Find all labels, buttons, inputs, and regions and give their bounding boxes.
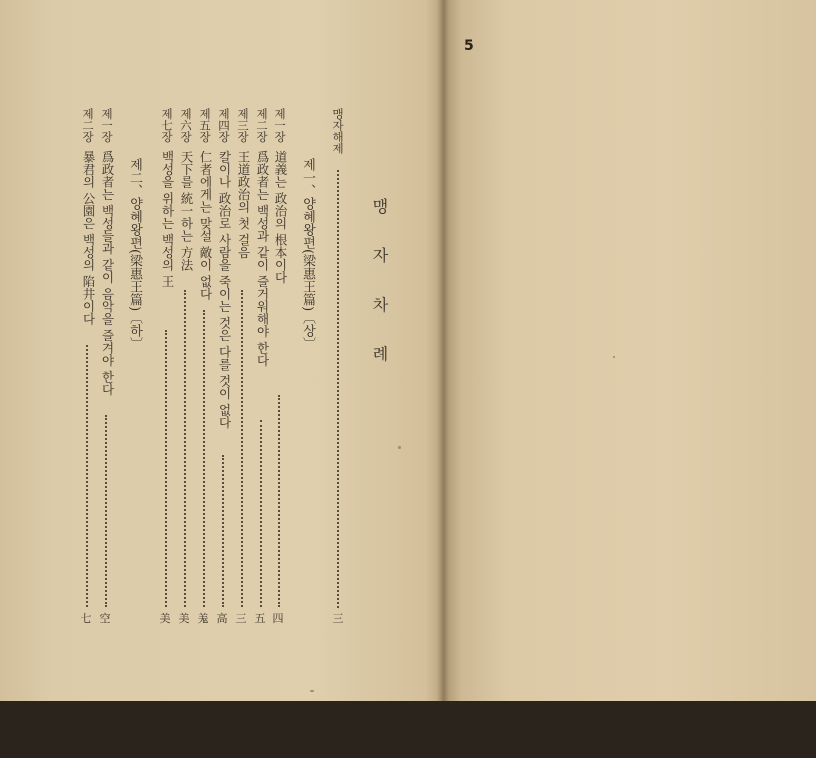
chapter-label: 제四장 [217,108,231,143]
book-gutter [437,0,449,701]
page-number: 空 [99,612,111,625]
page-number: 美 [159,612,171,625]
paper-speck [310,690,314,692]
chapter-title: 天下를 統一하는 方法 [179,150,194,271]
chapter-label: 제三장 [236,108,250,143]
page-number: 美 [178,612,190,625]
page-number: 三 [235,612,247,625]
leader-dots [260,420,262,607]
leader-dots [105,415,107,607]
leader-dots [337,170,339,608]
page-number: 七 [80,612,92,625]
leader-dots [184,290,186,607]
leader-dots [165,330,167,607]
leader-dots [278,395,280,607]
chapter-title: 暴君의 公園은 백성의 陷井이다 [81,150,96,325]
chapter-label: 제一장 [273,108,287,143]
leader-dots [222,455,224,607]
chapter-title: 백성을 위하는 백성의 王 [160,150,175,288]
leader-dots [203,310,205,607]
chapter-label: 제二장 [81,108,95,143]
page-number: 四 [272,612,284,625]
toc-title: 맹 자 차 례 [370,198,389,376]
page-number: 高 [216,612,228,625]
chapter-label: 제五장 [198,108,212,143]
chapter-title: 仁者에게는 맞설 敵이 없다 [198,150,213,300]
section-heading-part1: 제一、양혜왕편(梁惠王篇)〔상〕 [300,158,315,351]
leader-dots [86,345,88,607]
chapter-title: 칼이나 政治로 사람을 죽이는 것은 다를 것이 없다 [217,150,232,429]
page-number: 三 [332,612,344,625]
toc-entry-text: 맹자해제 [331,108,345,154]
chapter-label: 제一장 [100,108,114,143]
chapter-title: 爲政者는 백성들과 같이 음악을 즐겨야 한다 [100,150,115,396]
paper-speck [613,356,615,358]
chapter-label: 제二장 [255,108,269,143]
paper-speck [398,446,401,449]
chapter-title: 爲政者는 백성과 같이 즐거워해야 한다 [255,150,270,367]
chapter-title: 道義는 政治의 根本이다 [273,150,288,284]
section-heading-part2: 제二、양혜왕편(梁惠王篇)〔하〕 [127,158,142,351]
page-number: 羗 [197,612,209,625]
chapter-title: 王道政治의 첫 걸음 [236,150,251,259]
leader-dots [241,290,243,607]
chapter-label: 제六장 [179,108,193,143]
page-number: 五 [254,612,266,625]
ink-mark: 5 [464,38,474,54]
right-page-blank [443,0,816,701]
chapter-label: 제七장 [160,108,174,143]
